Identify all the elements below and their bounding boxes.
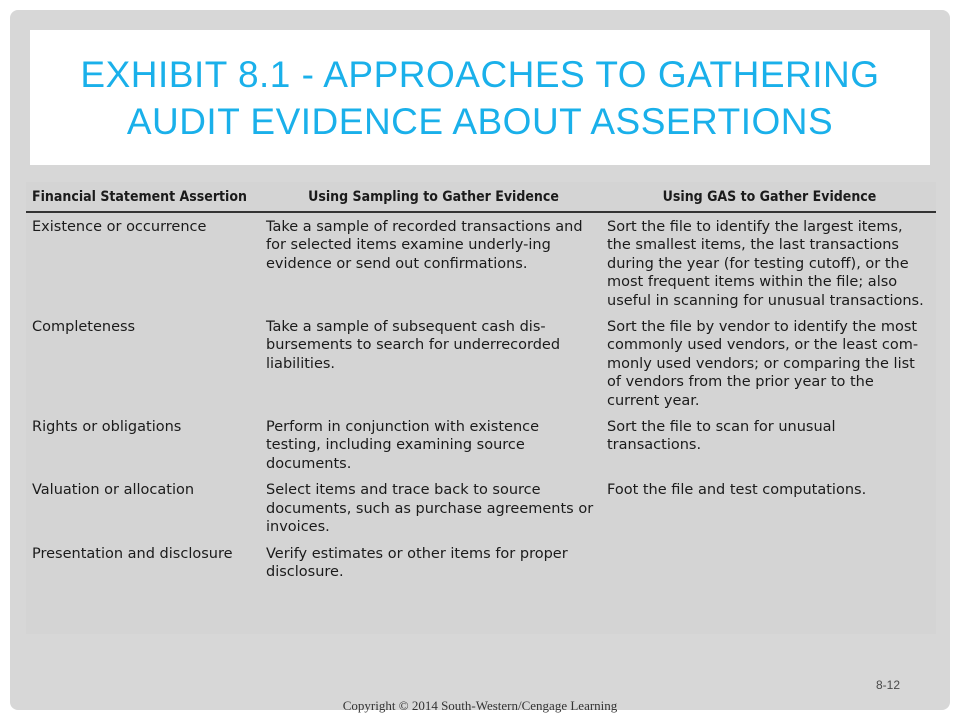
column-header-gas: Using GAS to Gather Evidence xyxy=(603,182,936,212)
gas-cell: Sort the file to scan for unusual transactions. xyxy=(607,419,836,454)
sampling-cell: Take a sample of subsequent cash dis-bursements to search for underrecorded liabilities. xyxy=(266,319,561,372)
assertion-cell: Completeness xyxy=(32,319,136,336)
slide-title-line-1: EXHIBIT 8.1 - APPROACHES TO GATHERING xyxy=(80,53,880,95)
table-row xyxy=(26,212,936,313)
copyright-notice: Copyright © 2014 South-Western/Cengage Learning xyxy=(342,698,618,713)
exhibit-table-image xyxy=(26,182,936,634)
gas-cell: Sort the file to identify the largest items, the smallest items, the last transactions during the year (for testing cutoff), or the most frequent items within the file; also useful in scanning for unusual transactions. xyxy=(607,219,924,309)
table-header-row xyxy=(26,182,936,212)
assertion-cell: Presentation and disclosure xyxy=(32,545,233,562)
table-row xyxy=(26,476,936,539)
gas-cell: Foot the file and test computations. xyxy=(607,482,867,499)
assertion-cell: Rights or obligations xyxy=(32,419,182,436)
sampling-cell: Take a sample of recorded transactions and for selected items examine underly-ing evidence or send out confirmations. xyxy=(266,219,583,272)
table-row xyxy=(26,540,936,585)
table-row xyxy=(26,313,936,413)
title-box xyxy=(30,30,930,165)
gas-cell: Sort the file by vendor to identify the most commonly used vendors, or the least com-monly used vendors; or comparing the list of vendors from the prior year to the current year. xyxy=(607,319,919,409)
assertion-cell: Existence or occurrence xyxy=(32,219,207,235)
slide-title-line-2: AUDIT EVIDENCE ABOUT ASSERTIONS xyxy=(126,100,834,142)
sampling-cell: Verify estimates or other items for proper disclosure. xyxy=(266,545,568,580)
gas-cell xyxy=(603,540,936,585)
column-header-sampling: Using Sampling to Gather Evidence xyxy=(264,182,603,212)
sampling-cell: Perform in conjunction with existence testing, including examining source documents. xyxy=(266,419,540,472)
assertion-cell: Valuation or allocation xyxy=(32,482,195,499)
table-row xyxy=(26,413,936,476)
column-header-assertion: Financial Statement Assertion xyxy=(26,182,264,212)
sampling-cell: Select items and trace back to source documents, such as purchase agreements or invoices. xyxy=(266,482,594,536)
assertion-evidence-table xyxy=(26,182,936,584)
page-number: 8-12 xyxy=(875,678,900,692)
